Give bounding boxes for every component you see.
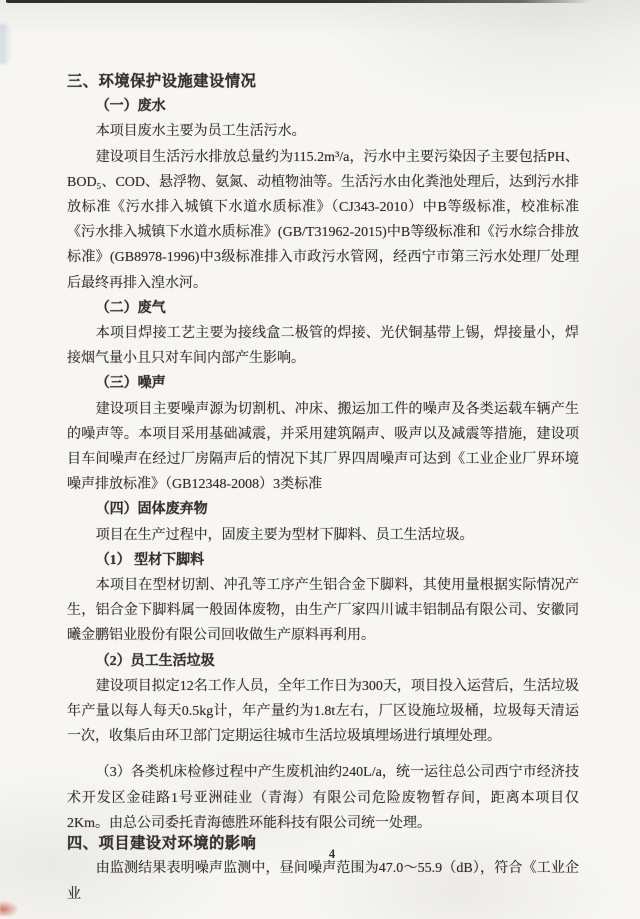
heading-section-four: 四、项目建设对环境的影响 (67, 835, 257, 853)
scan-left-smudge (0, 24, 12, 64)
subheading-staff-garbage: （2）员工生活垃圾 (95, 653, 215, 669)
subheading-noise: （三）噪声 (95, 376, 166, 392)
heading-section-three: 三、环境保护设施建设情况 (67, 73, 257, 90)
page-number: 4 (328, 847, 336, 861)
para-wastewater-treatment: 建设项目生活污水排放总量约为115.2m³/a，污水中主要污染因子主要包括PH、BOD₅、COD、悬浮物、氨氮、动植物油等。生活污水由化粪池处理后，达到污水排放标准《污水排入城镇下水道水质标准》（CJ343-2010）中B等级标准，校准标准《污水排入城镇下水道水质标准》(GB/T31962-2015)中B等级标准和《污水综合排放标准》(GB8978-1996)中3级标准排入市政污水管网，经西宁市第三污水处理厂处理后最终再排入湟水河。 (67, 149, 579, 291)
document-content (67, 69, 579, 907)
para-solid-waste-overview: 项目在生产过程中，固废主要为型材下脚料、员工生活垃圾。 (95, 527, 474, 543)
para-noise-monitoring: 由监测结果表明噪声监测中，昼间噪声范围为47.0～55.9（dB），符合《工业企业 (67, 861, 579, 902)
subheading-profile-scrap: （1） 型材下脚料 (95, 552, 205, 568)
para-staff-garbage: 建设项目拟定12名工作人员，全年工作日为300天，项目投入运营后，生活垃圾年产量以每人每天0.5kg计，年产量约为1.8t左右，厂区设施垃圾桶，垃圾每天清运一次，收集后由环卫部门定期运往城市生活垃圾填埋场进行填埋处理。 (67, 678, 579, 745)
para-wastewater-summary: 本项目废水主要为员工生活污水。 (95, 124, 306, 140)
para-profile-scrap: 本项目在型材切割、冲孔等工序产生铝合金下脚料，其使用量根据实际情况产生，铝合金下脚料属一般固体废物，由生产厂家四川诚丰铝制品有限公司、安徽同曦金鹏铝业股份有限公司回收做生产原料再利用。 (67, 578, 579, 644)
para-exhaust-gas: 本项目焊接工艺主要为接线盒二极管的焊接、光伏铜基带上锡，焊接量小，焊接烟气量小且只对车间内部产生影响。 (67, 326, 579, 367)
para-noise-measures: 建设项目主要噪声源为切割机、冲床、搬运加工件的噪声及各类运载车辆产生的噪声等。本项目采用基础减震，并采用建筑隔声、吸声以及减震等措施，建设项目车间噪声在经过厂房隔声后的情况下其厂界四周噪声可达到《工业企业厂界环境噪声排放标准》（GB12348-2008）3类标准 (67, 401, 579, 493)
para-waste-oil: （3）各类机床检修过程中产生废机油约240L/a，统一运往总公司西宁市经济技术开发区金硅路1号亚洲硅业（青海）有限公司危险废物暂存间，距离本项目仅2Km。由总公司委托青海德胜环能科技有限公司统一处理。 (67, 765, 579, 831)
subheading-exhaust-gas: （二）废气 (95, 300, 166, 316)
subheading-wastewater: （一）废水 (95, 99, 166, 115)
scan-corner-mark (0, 901, 18, 916)
subheading-solid-waste: （四）固体废弃物 (95, 502, 208, 518)
scan-top-edge-line (6, 0, 592, 3)
